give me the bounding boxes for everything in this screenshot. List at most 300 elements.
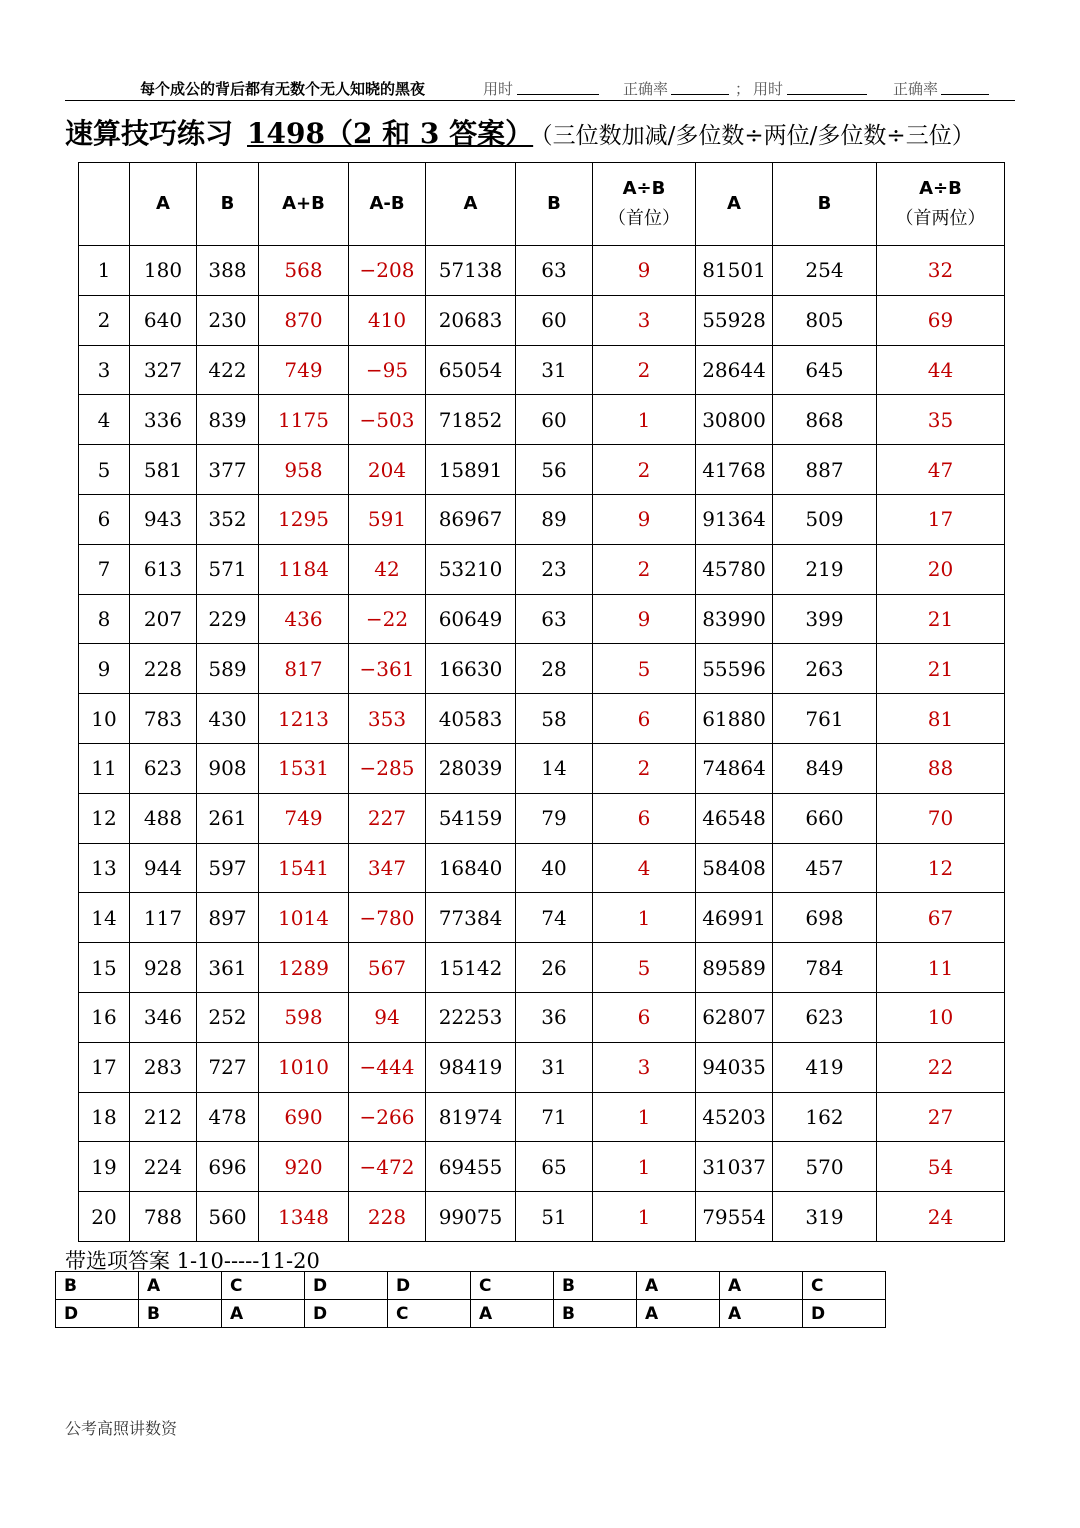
table-cell: 11	[79, 743, 130, 793]
answer-cell: 1531	[259, 743, 349, 793]
table-cell: 18	[79, 1092, 130, 1142]
table-cell: 63	[516, 594, 593, 644]
table-cell: 60	[516, 295, 593, 345]
table-cell: 399	[773, 594, 877, 644]
table-cell: 698	[773, 893, 877, 943]
time-blank-1[interactable]	[517, 94, 599, 95]
answer-cell: 1348	[259, 1192, 349, 1242]
column-header-label: A	[463, 193, 478, 214]
table-cell: 640	[130, 295, 197, 345]
answer-cell: 27	[877, 1092, 1005, 1142]
separator: ；	[735, 80, 751, 98]
table-cell: 488	[130, 793, 197, 843]
table-cell: 589	[197, 644, 259, 694]
table-cell: 727	[197, 1042, 259, 1092]
answer-cell: 568	[259, 246, 349, 296]
column-header-label: A	[156, 193, 170, 214]
answer-cell: 1295	[259, 494, 349, 544]
answer-cell: 690	[259, 1092, 349, 1142]
column-header-sub: （首位）	[608, 208, 680, 229]
table-cell: 28	[516, 644, 593, 694]
table-cell: 645	[773, 345, 877, 395]
column-header-label: A÷B	[622, 178, 666, 199]
table-cell: 788	[130, 1192, 197, 1242]
answer-cell: −285	[349, 743, 426, 793]
answer-cell: 3	[593, 1042, 696, 1092]
accuracy-label-2: 正确率	[893, 80, 939, 98]
answer-cell: 1	[593, 395, 696, 445]
answer-cell: 2	[593, 345, 696, 395]
option-answer-cell: B	[554, 1300, 637, 1328]
table-cell: 69455	[426, 1142, 516, 1192]
answer-cell: 47	[877, 445, 1005, 495]
time-label-1: 用时	[483, 80, 514, 98]
option-answer-cell: B	[56, 1272, 139, 1300]
table-cell: 81501	[696, 246, 773, 296]
table-cell: 23	[516, 544, 593, 594]
table-cell: 7	[79, 544, 130, 594]
answer-cell: 410	[349, 295, 426, 345]
table-cell: 5	[79, 445, 130, 495]
answer-cell: 1184	[259, 544, 349, 594]
table-cell: 10	[79, 694, 130, 744]
answer-cell: −22	[349, 594, 426, 644]
table-cell: 79	[516, 793, 593, 843]
answer-cell: 11	[877, 943, 1005, 993]
table-cell: 1	[79, 246, 130, 296]
column-header	[130, 163, 197, 246]
column-header-label: B	[817, 193, 832, 214]
column-header	[197, 163, 259, 246]
table-cell: 61880	[696, 694, 773, 744]
answer-cell: 958	[259, 445, 349, 495]
answer-cell: 20	[877, 544, 1005, 594]
answer-cell: −361	[349, 644, 426, 694]
table-cell: 283	[130, 1042, 197, 1092]
table-cell: 897	[197, 893, 259, 943]
option-answer-cell: B	[139, 1300, 222, 1328]
options-row	[56, 1272, 886, 1300]
table-row	[79, 1092, 1005, 1142]
option-answer-cell: A	[637, 1272, 720, 1300]
answer-cell: 5	[593, 644, 696, 694]
option-answer-cell: D	[388, 1272, 471, 1300]
table-row	[79, 1192, 1005, 1242]
table-cell: 26	[516, 943, 593, 993]
table-cell: 57138	[426, 246, 516, 296]
table-row	[79, 943, 1005, 993]
table-row	[79, 992, 1005, 1042]
answer-cell: −266	[349, 1092, 426, 1142]
answer-cell: 69	[877, 295, 1005, 345]
table-cell: 71852	[426, 395, 516, 445]
table-row	[79, 295, 1005, 345]
table-row	[79, 694, 1005, 744]
column-header-label: A	[727, 193, 741, 214]
table-cell: 15	[79, 943, 130, 993]
page-title	[65, 112, 1025, 152]
answer-cell: 24	[877, 1192, 1005, 1242]
table-cell: 623	[130, 743, 197, 793]
answer-cell: 598	[259, 992, 349, 1042]
answer-cell: 4	[593, 843, 696, 893]
answer-cell: 35	[877, 395, 1005, 445]
column-header	[877, 163, 1005, 246]
option-answer-cell: A	[222, 1300, 305, 1328]
table-cell: 943	[130, 494, 197, 544]
column-header-sub: （首两位）	[895, 208, 986, 229]
answer-cell: 21	[877, 594, 1005, 644]
table-cell: 55928	[696, 295, 773, 345]
table-cell: 31	[516, 345, 593, 395]
table-row	[79, 1042, 1005, 1092]
table-cell: 53210	[426, 544, 516, 594]
column-header	[79, 163, 130, 246]
title-subtitle: （三位数加减/多位数÷两位/多位数÷三位）	[541, 123, 975, 149]
table-row	[79, 644, 1005, 694]
table-cell: 45203	[696, 1092, 773, 1142]
table-cell: 478	[197, 1092, 259, 1142]
table-cell: 849	[773, 743, 877, 793]
title-number: 1498（2 和 3 答案）	[247, 117, 534, 150]
answer-cell: 436	[259, 594, 349, 644]
table-cell: 86967	[426, 494, 516, 544]
table-cell: 207	[130, 594, 197, 644]
table-row	[79, 246, 1005, 296]
answer-cell: 21	[877, 644, 1005, 694]
answer-cell: 2	[593, 445, 696, 495]
table-cell: 62807	[696, 992, 773, 1042]
table-cell: 60	[516, 395, 593, 445]
answer-cell: −208	[349, 246, 426, 296]
table-cell: 377	[197, 445, 259, 495]
table-cell: 77384	[426, 893, 516, 943]
table-cell: 17	[79, 1042, 130, 1092]
table-cell: 430	[197, 694, 259, 744]
table-row	[79, 793, 1005, 843]
table-cell: 94035	[696, 1042, 773, 1092]
table-cell: 228	[130, 644, 197, 694]
answer-cell: 10	[877, 992, 1005, 1042]
table-cell: 31037	[696, 1142, 773, 1192]
column-header-label: A-B	[369, 193, 405, 214]
table-cell: 361	[197, 943, 259, 993]
option-answer-cell: D	[305, 1272, 388, 1300]
table-cell: 2	[79, 295, 130, 345]
answer-cell: 67	[877, 893, 1005, 943]
answer-cell: 17	[877, 494, 1005, 544]
accuracy-blank-1[interactable]	[671, 94, 729, 95]
answer-cell: 870	[259, 295, 349, 345]
answer-cell: 54	[877, 1142, 1005, 1192]
table-cell: 40583	[426, 694, 516, 744]
table-cell: 89589	[696, 943, 773, 993]
answer-cell: 1541	[259, 843, 349, 893]
table-cell: 58	[516, 694, 593, 744]
table-cell: 839	[197, 395, 259, 445]
table-cell: 99075	[426, 1192, 516, 1242]
answer-cell: 1010	[259, 1042, 349, 1092]
option-answer-cell: A	[720, 1300, 803, 1328]
table-cell: 65054	[426, 345, 516, 395]
option-answer-cell: A	[471, 1300, 554, 1328]
column-header	[349, 163, 426, 246]
table-cell: 117	[130, 893, 197, 943]
answer-cell: 1	[593, 893, 696, 943]
table-cell: 6	[79, 494, 130, 544]
option-answer-cell: C	[222, 1272, 305, 1300]
table-cell: 783	[130, 694, 197, 744]
table-cell: 352	[197, 494, 259, 544]
answer-cell: 12	[877, 843, 1005, 893]
table-cell: 597	[197, 843, 259, 893]
answer-cell: 81	[877, 694, 1005, 744]
table-cell: 784	[773, 943, 877, 993]
table-cell: 16630	[426, 644, 516, 694]
accuracy-blank-2[interactable]	[941, 94, 989, 95]
option-answer-cell: D	[56, 1300, 139, 1328]
table-cell: 252	[197, 992, 259, 1042]
table-cell: 71	[516, 1092, 593, 1142]
table-cell: 805	[773, 295, 877, 345]
answer-cell: 9	[593, 494, 696, 544]
table-cell: 15891	[426, 445, 516, 495]
answer-cell: −780	[349, 893, 426, 943]
table-cell: 79554	[696, 1192, 773, 1242]
answer-cell: 347	[349, 843, 426, 893]
table-cell: 419	[773, 1042, 877, 1092]
answer-cell: 1	[593, 1192, 696, 1242]
table-cell: 81974	[426, 1092, 516, 1142]
column-header	[426, 163, 516, 246]
answer-cell: 1213	[259, 694, 349, 744]
option-answer-cell: A	[139, 1272, 222, 1300]
answer-cell: 1	[593, 1092, 696, 1142]
table-cell: 91364	[696, 494, 773, 544]
table-cell: 944	[130, 843, 197, 893]
answer-cell: 749	[259, 793, 349, 843]
table-cell: 89	[516, 494, 593, 544]
table-cell: 46548	[696, 793, 773, 843]
table-cell: 45780	[696, 544, 773, 594]
table-cell: 212	[130, 1092, 197, 1142]
table-row	[79, 544, 1005, 594]
table-cell: 162	[773, 1092, 877, 1142]
answer-cell: −444	[349, 1042, 426, 1092]
time-label-2: 用时	[753, 80, 784, 98]
answer-cell: 1014	[259, 893, 349, 943]
answer-cell: 88	[877, 743, 1005, 793]
table-cell: 9	[79, 644, 130, 694]
table-cell: 56	[516, 445, 593, 495]
footer-text: 公考高照讲数资	[65, 1419, 178, 1438]
answer-cell: 5	[593, 943, 696, 993]
time-blank-2[interactable]	[787, 94, 867, 95]
table-cell: 219	[773, 544, 877, 594]
table-cell: 908	[197, 743, 259, 793]
answer-cell: 1289	[259, 943, 349, 993]
table-cell: 3	[79, 345, 130, 395]
table-row	[79, 395, 1005, 445]
answer-cell: 2	[593, 544, 696, 594]
table-cell: 4	[79, 395, 130, 445]
answer-cell: 227	[349, 793, 426, 843]
answer-cell: 6	[593, 992, 696, 1042]
option-answer-cell: C	[471, 1272, 554, 1300]
option-answer-cell: A	[720, 1272, 803, 1300]
table-cell: 570	[773, 1142, 877, 1192]
table-cell: 41768	[696, 445, 773, 495]
accuracy-label-1: 正确率	[623, 80, 669, 98]
table-cell: 20683	[426, 295, 516, 345]
table-cell: 613	[130, 544, 197, 594]
answer-cell: 353	[349, 694, 426, 744]
answer-cell: 44	[877, 345, 1005, 395]
table-cell: 46991	[696, 893, 773, 943]
table-cell: 30800	[696, 395, 773, 445]
motto: 每个成公的背后都有无数个无人知晓的黑夜	[140, 80, 426, 98]
header-bar	[65, 76, 1015, 101]
table-cell: 509	[773, 494, 877, 544]
table-cell: 623	[773, 992, 877, 1042]
table-cell: 16840	[426, 843, 516, 893]
table-cell: 60649	[426, 594, 516, 644]
answer-cell: 42	[349, 544, 426, 594]
table-cell: 230	[197, 295, 259, 345]
answer-cell: 6	[593, 694, 696, 744]
answer-cell: −95	[349, 345, 426, 395]
table-cell: 887	[773, 445, 877, 495]
table-cell: 422	[197, 345, 259, 395]
column-header-label: B	[220, 193, 235, 214]
answer-cell: 22	[877, 1042, 1005, 1092]
title-main: 速算技巧练习	[65, 117, 234, 150]
table-row	[79, 594, 1005, 644]
answer-cell: 1	[593, 1142, 696, 1192]
options-answer-table	[55, 1271, 886, 1328]
options-row	[56, 1300, 886, 1328]
table-row	[79, 445, 1005, 495]
column-header-label: A+B	[282, 193, 325, 214]
column-header-label: A÷B	[919, 178, 962, 199]
column-header	[516, 163, 593, 246]
table-cell: 15142	[426, 943, 516, 993]
answer-cell: 920	[259, 1142, 349, 1192]
answer-cell: 9	[593, 246, 696, 296]
table-cell: 63	[516, 246, 593, 296]
table-cell: 19	[79, 1142, 130, 1192]
table-cell: 8	[79, 594, 130, 644]
table-cell: 327	[130, 345, 197, 395]
answer-cell: 204	[349, 445, 426, 495]
table-cell: 560	[197, 1192, 259, 1242]
table-cell: 51	[516, 1192, 593, 1242]
answer-cell: 6	[593, 793, 696, 843]
table-cell: 28039	[426, 743, 516, 793]
option-answer-cell: C	[388, 1300, 471, 1328]
table-cell: 74864	[696, 743, 773, 793]
table-row	[79, 843, 1005, 893]
options-caption: 带选项答案 1-10-----11-20	[65, 1249, 320, 1273]
answer-cell: −503	[349, 395, 426, 445]
table-cell: 336	[130, 395, 197, 445]
option-answer-cell: C	[803, 1272, 886, 1300]
table-cell: 55596	[696, 644, 773, 694]
table-cell: 40	[516, 843, 593, 893]
table-cell: 180	[130, 246, 197, 296]
answer-cell: 32	[877, 246, 1005, 296]
table-row	[79, 743, 1005, 793]
table-cell: 581	[130, 445, 197, 495]
table-cell: 58408	[696, 843, 773, 893]
option-answer-cell: D	[305, 1300, 388, 1328]
table-cell: 928	[130, 943, 197, 993]
table-row	[79, 1142, 1005, 1192]
table-cell: 319	[773, 1192, 877, 1242]
table-cell: 254	[773, 246, 877, 296]
table-cell: 65	[516, 1142, 593, 1192]
table-cell: 696	[197, 1142, 259, 1192]
answer-cell: 70	[877, 793, 1005, 843]
answer-cell: 817	[259, 644, 349, 694]
answer-cell: 94	[349, 992, 426, 1042]
table-cell: 346	[130, 992, 197, 1042]
table-cell: 16	[79, 992, 130, 1042]
table-cell: 868	[773, 395, 877, 445]
answer-cell: 228	[349, 1192, 426, 1242]
column-header	[696, 163, 773, 246]
table-cell: 12	[79, 793, 130, 843]
option-answer-cell: D	[803, 1300, 886, 1328]
table-cell: 28644	[696, 345, 773, 395]
answer-cell: 1175	[259, 395, 349, 445]
table-cell: 20	[79, 1192, 130, 1242]
practice-table	[78, 162, 1005, 1242]
option-answer-cell: A	[637, 1300, 720, 1328]
answer-cell: 749	[259, 345, 349, 395]
table-row	[79, 893, 1005, 943]
table-cell: 261	[197, 793, 259, 843]
column-header	[773, 163, 877, 246]
column-header	[593, 163, 696, 246]
answer-cell: 2	[593, 743, 696, 793]
table-cell: 263	[773, 644, 877, 694]
table-cell: 36	[516, 992, 593, 1042]
table-cell: 98419	[426, 1042, 516, 1092]
table-cell: 83990	[696, 594, 773, 644]
table-cell: 388	[197, 246, 259, 296]
table-cell: 224	[130, 1142, 197, 1192]
answer-cell: −472	[349, 1142, 426, 1192]
table-cell: 229	[197, 594, 259, 644]
table-cell: 571	[197, 544, 259, 594]
table-header	[79, 163, 1005, 246]
column-header-label: B	[547, 193, 561, 214]
table-cell: 22253	[426, 992, 516, 1042]
option-answer-cell: B	[554, 1272, 637, 1300]
answer-cell: 567	[349, 943, 426, 993]
answer-cell: 591	[349, 494, 426, 544]
table-cell: 74	[516, 893, 593, 943]
table-cell: 31	[516, 1042, 593, 1092]
table-cell: 14	[516, 743, 593, 793]
table-cell: 660	[773, 793, 877, 843]
column-header	[259, 163, 349, 246]
table-row	[79, 494, 1005, 544]
table-row	[79, 345, 1005, 395]
answer-cell: 9	[593, 594, 696, 644]
table-cell: 14	[79, 893, 130, 943]
